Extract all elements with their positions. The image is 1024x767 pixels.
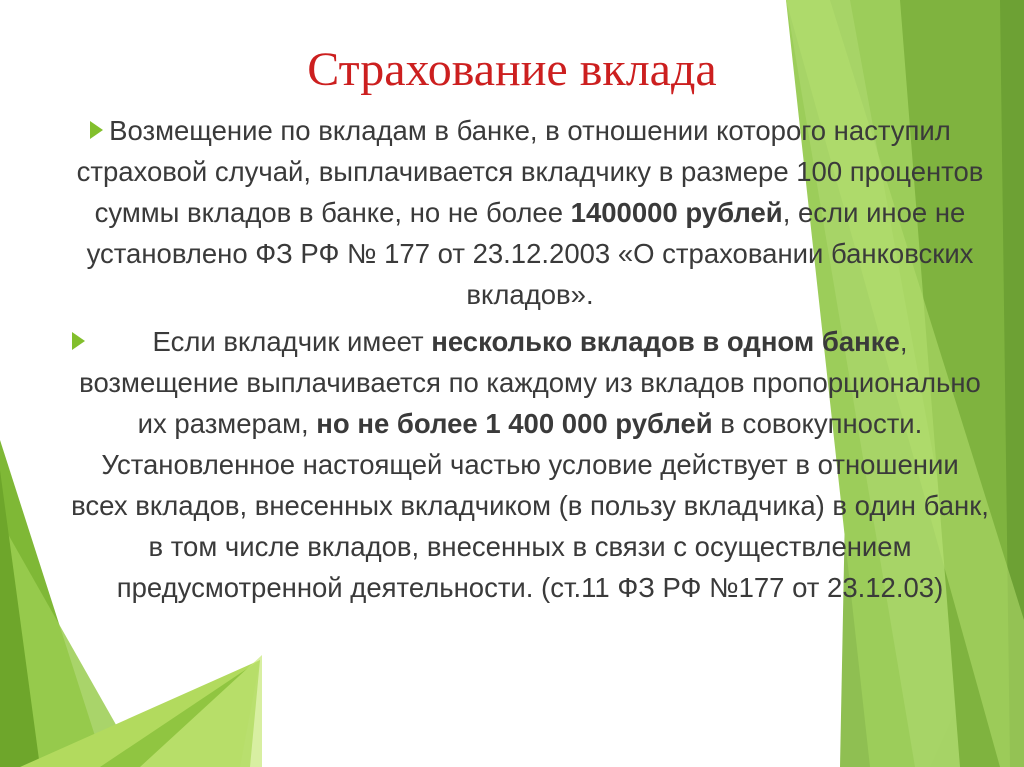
bullet-bold-text: несколько вкладов в одном банке [431, 326, 900, 357]
slide-title: Страхование вклада [307, 43, 717, 96]
triangle-bullet-icon [72, 332, 85, 350]
triangle-bullet-icon [90, 121, 103, 139]
bullet-list [70, 110, 990, 608]
bullet-text: в совокупности. Установленное настоящей частью условие действует в отношении всех вкладов, внесенных вкладчиком (в пользу вкладчика) в один банк, в том числе вкладов, внесенных в связи с осуществлением предусмотренной деятельности. (ст.11 ФЗ РФ №177 от 23.12.03) [71, 408, 989, 603]
bullet-text: , если иное не установлено ФЗ РФ № 177 от 23.12.2003 «О страховании банковских вкладов». [86, 197, 974, 310]
bullet-bold-text: 1400000 рублей [570, 197, 783, 228]
bullet-item [70, 110, 990, 315]
bullet-text: Возмещение по вкладам в банке, в отношении которого наступил страховой случай, выплачивается вкладчику в размере 100 процентов суммы вкладов в банке, но не более [76, 115, 984, 228]
bullet-item [70, 321, 990, 608]
bullet-text: , возмещение выплачивается по каждому из вкладов пропорционально их размерам, [79, 326, 981, 439]
bullet-bold-text: но не более 1 400 000 рублей [316, 408, 713, 439]
bullet-text: Если вкладчик имеет [152, 326, 432, 357]
